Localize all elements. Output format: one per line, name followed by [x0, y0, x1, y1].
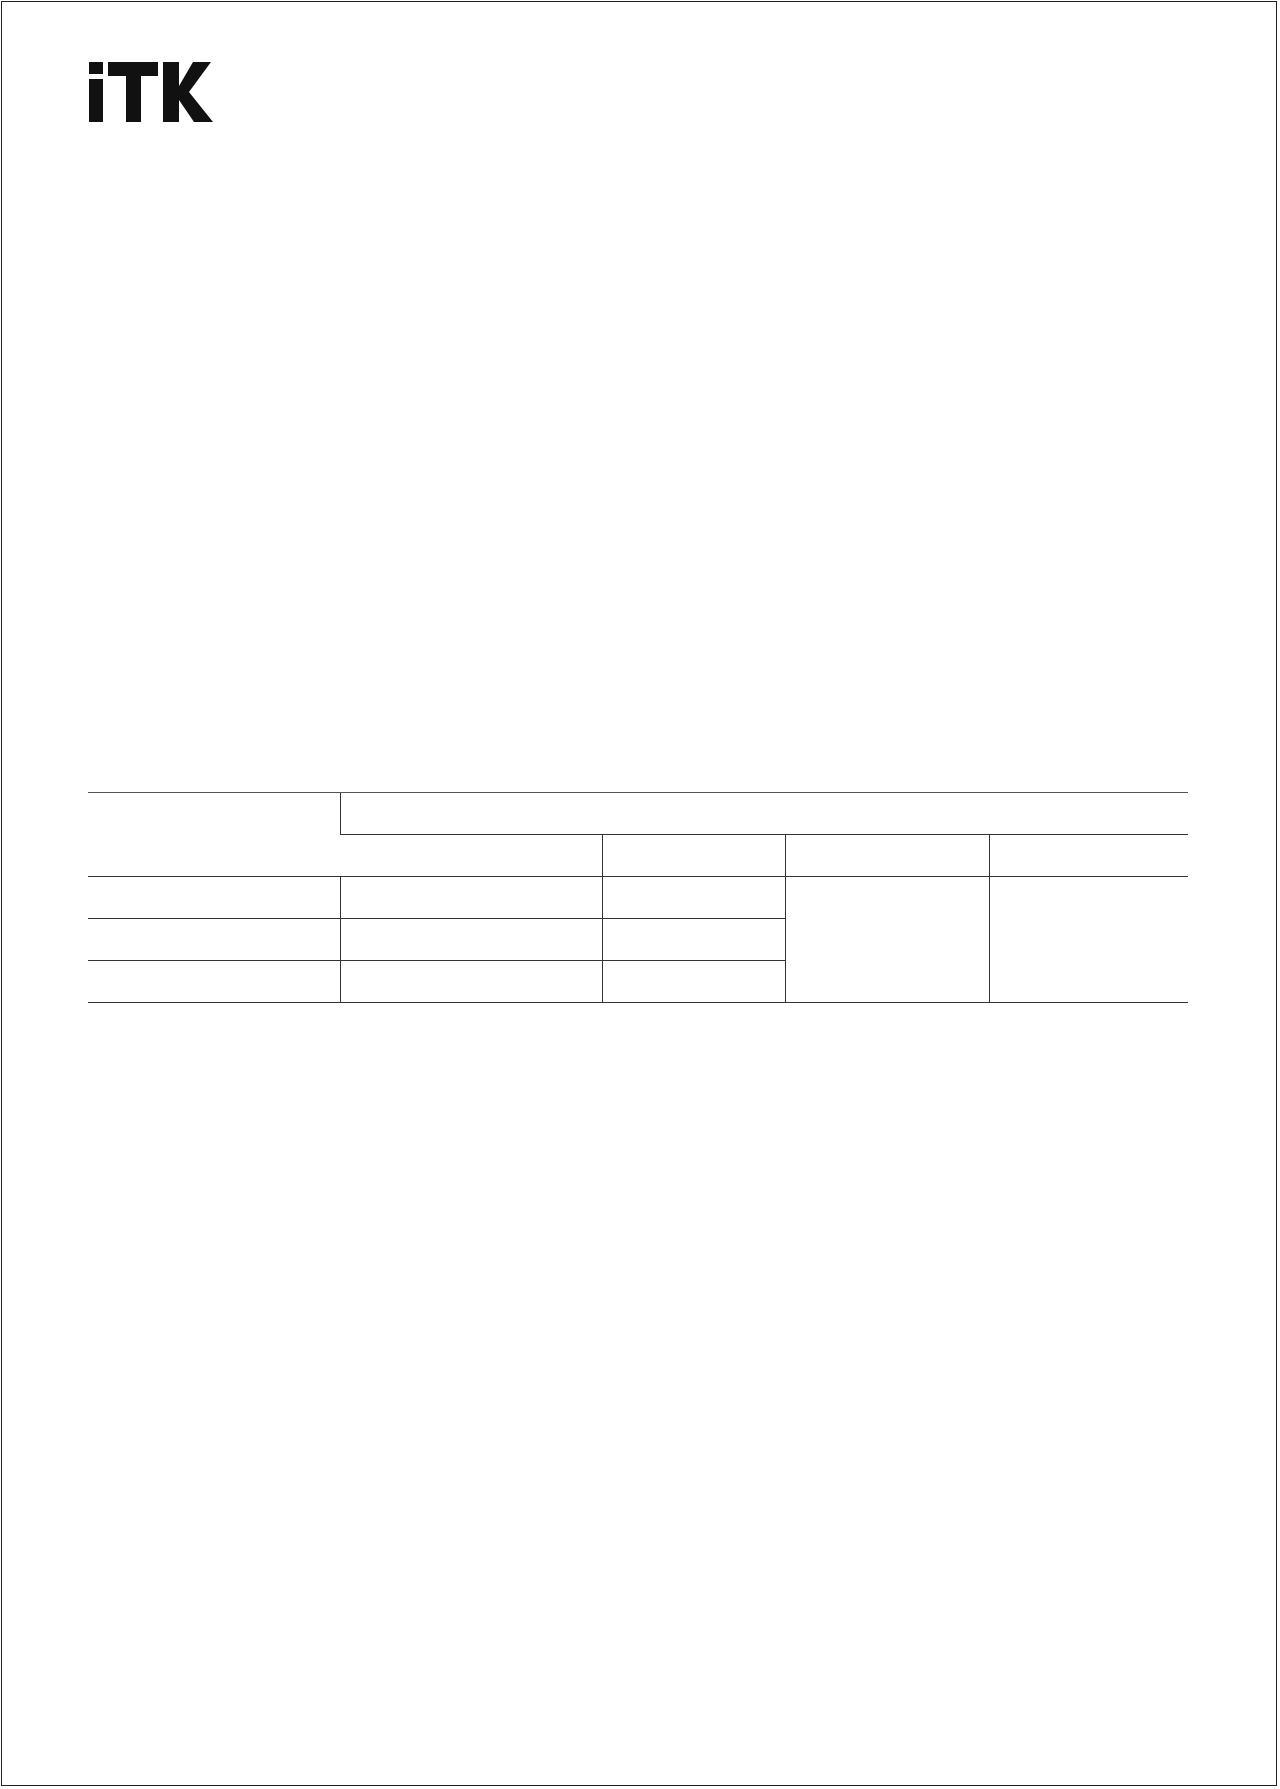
document-page [1, 1, 1277, 1786]
header-group [341, 793, 1189, 835]
cable-organizer-drawing [2, 182, 1278, 672]
col-width [785, 835, 989, 877]
row-height [341, 877, 603, 919]
row-length [602, 877, 785, 919]
itk-logo [89, 62, 213, 122]
row-height [341, 961, 603, 1003]
col-cabinet-height [341, 835, 603, 877]
table-header-row [88, 793, 1188, 835]
row-depth [989, 877, 1188, 1003]
row-length [602, 919, 785, 961]
row-length [602, 961, 785, 1003]
row-width [785, 877, 989, 1003]
row-article [88, 919, 341, 961]
row-article [88, 877, 341, 919]
col-depth [989, 835, 1188, 877]
row-article [88, 961, 341, 1003]
specification-table [88, 792, 1188, 1003]
col-length [602, 835, 785, 877]
table-row [88, 877, 1188, 919]
row-height [341, 919, 603, 961]
header-variant [88, 793, 341, 877]
